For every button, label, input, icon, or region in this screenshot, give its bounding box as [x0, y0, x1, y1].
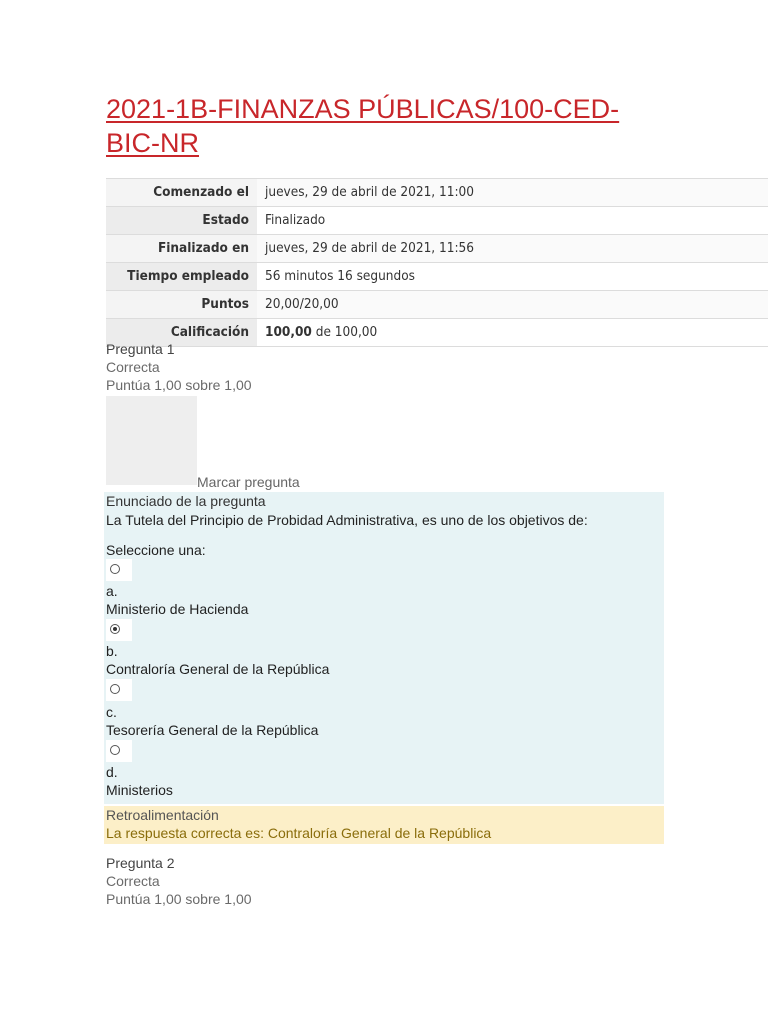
summary-label: Finalizado en — [106, 235, 257, 263]
summary-row-points — [106, 291, 768, 319]
grade-suffix: de 100,00 — [311, 324, 378, 340]
summary-value: Finalizado — [257, 207, 768, 235]
summary-value: 56 minutos 16 segundos — [257, 263, 768, 291]
summary-label: Estado — [106, 207, 257, 235]
summary-label: Comenzado el — [106, 179, 257, 207]
question-state: Correcta — [106, 359, 160, 375]
summary-label: Calificación — [106, 319, 257, 347]
option-a-radio[interactable] — [106, 559, 132, 581]
feedback-header: Retroalimentación — [106, 807, 219, 823]
option-d-radio[interactable] — [106, 740, 132, 762]
summary-row-time-taken — [106, 263, 768, 291]
question-2-info — [106, 854, 252, 908]
summary-row-finished — [106, 235, 768, 263]
summary-value: jueves, 29 de abril de 2021, 11:56 — [257, 235, 768, 263]
summary-row-started — [106, 179, 768, 207]
option-d-text[interactable]: Ministerios — [106, 782, 173, 798]
option-c-radio[interactable] — [106, 679, 132, 701]
radio-unchecked-icon — [110, 684, 120, 694]
attempt-summary-table — [106, 178, 768, 347]
feedback-text: La respuesta correcta es: Contraloría General de la República — [106, 825, 492, 841]
option-b-letter: b. — [106, 643, 118, 659]
question-text-header: Enunciado de la pregunta — [106, 493, 266, 509]
radio-checked-icon — [110, 624, 120, 634]
grade-value: 100,00 — [265, 324, 312, 340]
question-grade: Puntúa 1,00 sobre 1,00 — [106, 891, 252, 907]
option-d-letter: d. — [106, 764, 118, 780]
option-c-letter: c. — [106, 704, 117, 720]
option-a-letter: a. — [106, 583, 118, 599]
question-grade: Puntúa 1,00 sobre 1,00 — [106, 377, 252, 393]
summary-label: Puntos — [106, 291, 257, 319]
question-number: Pregunta 2 — [106, 855, 175, 871]
flag-question-link[interactable]: Marcar pregunta — [197, 474, 300, 490]
summary-row-state — [106, 207, 768, 235]
option-a-text[interactable]: Ministerio de Hacienda — [106, 601, 249, 617]
course-title-link[interactable]: 2021-1B-FINANZAS PÚBLICAS/100-CED-BIC-NR — [106, 94, 620, 158]
select-prompt: Seleccione una: — [106, 542, 206, 558]
option-b-radio[interactable] — [106, 619, 132, 641]
summary-value — [257, 319, 768, 347]
question-1-feedback — [104, 806, 664, 844]
question-number: Pregunta 1 — [106, 341, 175, 357]
radio-unchecked-icon — [110, 564, 120, 574]
question-state: Correcta — [106, 873, 160, 889]
question-stem: La Tutela del Principio de Probidad Administrativa, es uno de los objetivos de: — [106, 512, 588, 528]
flag-icon-placeholder[interactable] — [106, 396, 197, 485]
question-1-info — [106, 340, 252, 394]
summary-value: 20,00/20,00 — [257, 291, 768, 319]
option-b-text[interactable]: Contraloría General de la República — [106, 661, 330, 677]
question-1-content — [104, 492, 664, 804]
radio-unchecked-icon — [110, 745, 120, 755]
summary-label: Tiempo empleado — [106, 263, 257, 291]
summary-value: jueves, 29 de abril de 2021, 11:00 — [257, 179, 768, 207]
option-c-text[interactable]: Tesorería General de la República — [106, 722, 319, 738]
